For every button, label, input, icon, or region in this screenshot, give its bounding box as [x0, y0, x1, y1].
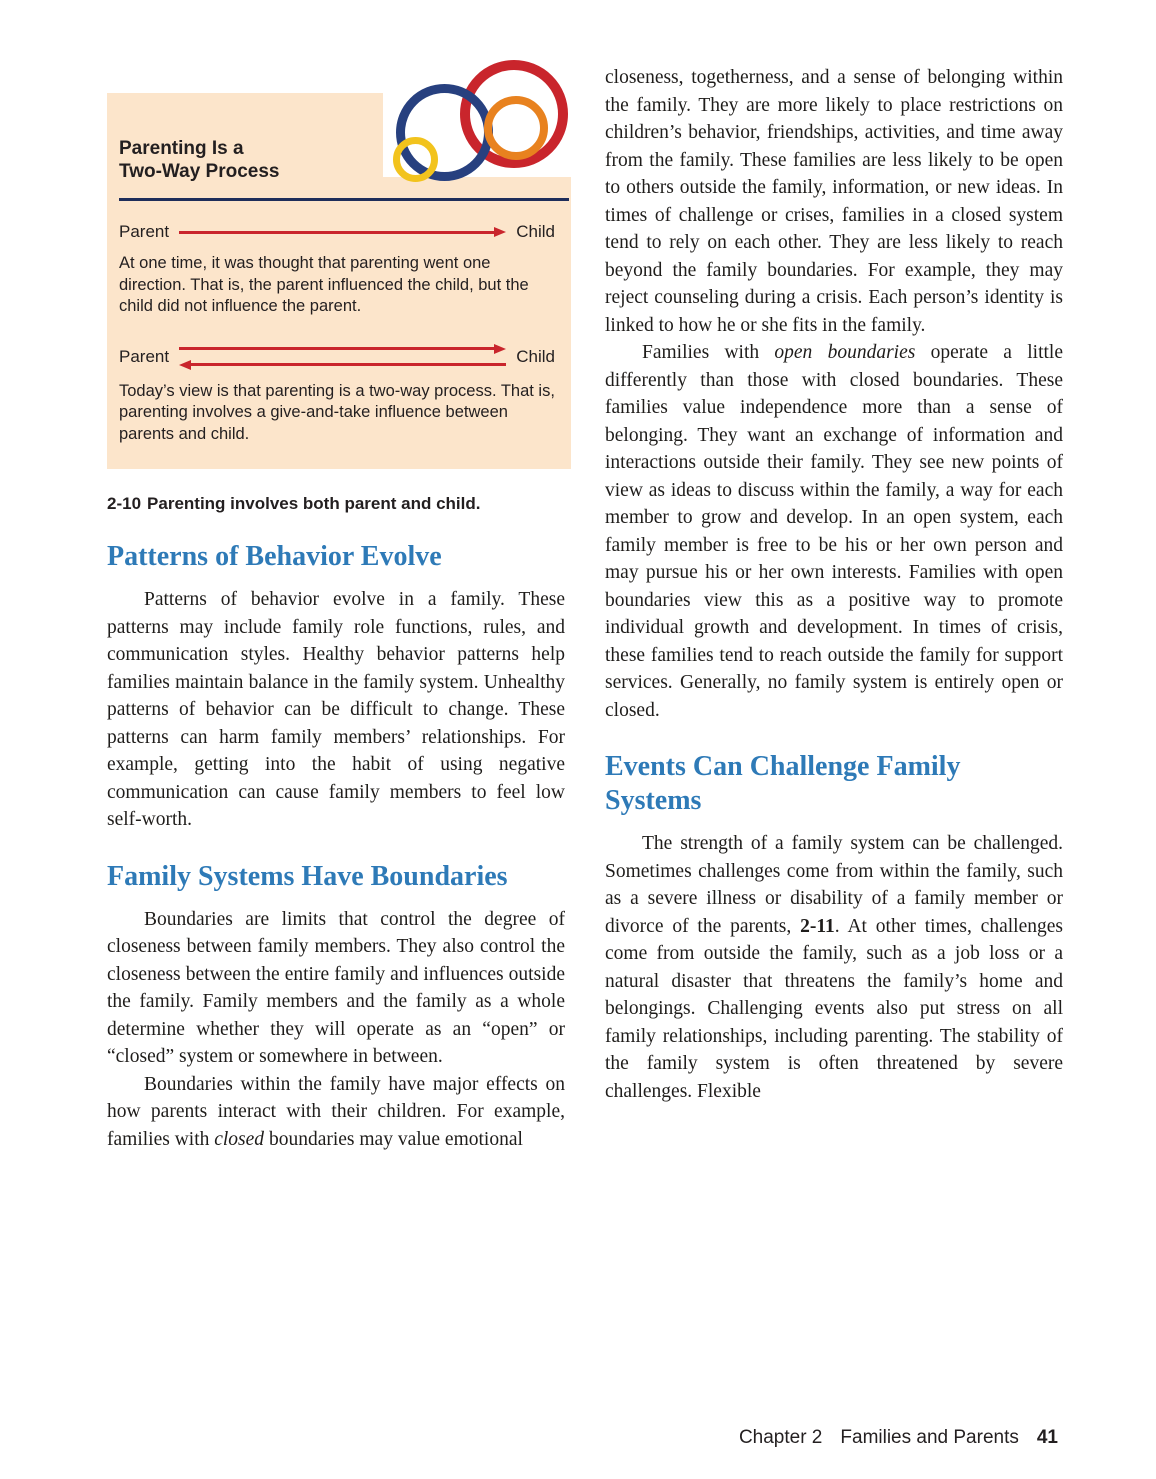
- heading-family-systems-boundaries: Family Systems Have Boundaries: [107, 860, 508, 892]
- right-arrow-icon: [179, 227, 506, 237]
- paragraph-boundaries-2: [107, 1071, 565, 1154]
- parent-label: Parent: [119, 222, 170, 241]
- text-segment: The strength of a family system can be challenged. Sometimes challenges come from within the family, such as a severe illness or disability of a family member or divorce of the parents,: [605, 833, 1063, 937]
- arrow-shaft: [179, 231, 494, 234]
- figure-caption: [107, 493, 565, 514]
- text-segment: Families with: [642, 342, 775, 363]
- text-segment: operate a little differently than those with closed boundaries. These families value independence more than a sense of belonging. They want an exchange of information and interactions outside their family. They see new points of view as ideas to discuss within the family, a way for each member to grow and develop. In an open system, each family member is free to be his or her own person and may pursue his or her own interests. Families with open boundaries view this as a positive way to promote individual growth and development. In times of crisis, these families tend to reach outside the family for support services. Generally, no family system is entirely open or closed.: [605, 342, 1063, 721]
- one-way-description: At one time, it was thought that parenting went one direction. That is, the parent influenced the child, but the child did not influence the parent.: [119, 254, 529, 315]
- right-arrow-icon: [179, 344, 506, 354]
- arrow-shaft: [191, 363, 506, 366]
- paragraph-open-boundaries: [605, 339, 1063, 724]
- paragraph-events: [605, 830, 1063, 1105]
- paragraph-patterns: Patterns of behavior evolve in a family. These patterns may include family role functions, rules, and communication styles. Healthy behavior patterns help families maintain balance in the family system. Unhealthy patterns of behavior can be difficult to change. These patterns can harm family members’ relationships. For example, getting into the habit of using negative communication can cause family members to feel low self-worth.: [107, 589, 565, 830]
- footer-chapter: Chapter 2: [738, 1427, 823, 1448]
- figure-reference: 2-11: [800, 915, 835, 937]
- title-rule: [119, 198, 569, 201]
- text-segment: . At other times, challenges come from outside the family, such as a job loss or a natural disaster that threatens the family’s home and belongings. Challenging events also put stress on all family relationships, including parenting. The stability of the family system is often threatened by severe challenges. Flexible: [605, 915, 1063, 1102]
- paragraph-boundaries-1: Boundaries are limits that control the degree of closeness between family members. They also control the closeness between the entire family and influences outside the family. Family members and the family as a whole determine whether they will operate as an “open” or “closed” system or somewhere in between.: [107, 908, 565, 1067]
- parent-label: Parent: [119, 346, 170, 366]
- figure-2-10: [107, 93, 565, 514]
- figure-caption-text: Parenting involves both parent and child.: [147, 494, 481, 513]
- text-segment: boundaries may value emotional: [264, 1128, 523, 1150]
- paragraph-closed-continued: closeness, togetherness, and a sense of belonging within the family. They are more likely to place restrictions on children’s behavior, friendships, activities, and time away from the family. These families are less likely to be open to others outside the family, information, or new ideas. In times of challenge or crises, families in a closed system tend to rely on each other. They are less likely to reach beyond the family boundaries. For example, they may reject counseling during a crisis. Each person’s identity is linked to how he or she fits in the family.: [605, 67, 1063, 336]
- callout-title-line1: Parenting Is a: [119, 138, 244, 159]
- figure-number: 2-10: [107, 494, 142, 513]
- italic-term: closed: [214, 1128, 265, 1150]
- child-label: Child: [516, 346, 555, 366]
- page-footer: [739, 1427, 1058, 1449]
- arrow-shaft: [179, 347, 494, 350]
- arrowhead-right: [494, 344, 506, 354]
- two-column-layout: [107, 0, 1063, 1153]
- text-segment: Boundaries within the family have major effects on how parents interact with their children. For example, families with: [107, 1073, 565, 1150]
- callout-title: [119, 137, 559, 183]
- one-way-diagram: [119, 222, 559, 242]
- footer-section: Families and Parents: [840, 1427, 1019, 1448]
- heading-patterns-of-behavior: Patterns of Behavior Evolve: [107, 541, 442, 572]
- right-column: [605, 0, 1063, 1153]
- left-arrow-icon: [179, 360, 506, 370]
- callout-title-line2: Two-Way Process: [119, 161, 280, 182]
- child-label: Child: [516, 222, 555, 241]
- arrowhead-right: [494, 227, 506, 237]
- arrowhead-left: [179, 360, 191, 370]
- two-way-diagram: [119, 344, 559, 370]
- page-number: 41: [1036, 1427, 1058, 1448]
- two-way-description: Today’s view is that parenting is a two-way process. That is, parenting involves a give-and-take influence between parents and child.: [119, 381, 555, 443]
- parenting-callout-box: [107, 93, 571, 469]
- italic-term: open boundaries: [774, 342, 916, 363]
- heading-events-challenge: Events Can Challenge Family Systems: [605, 751, 961, 816]
- two-way-arrows-icon: [179, 344, 506, 370]
- left-column: [107, 0, 565, 1153]
